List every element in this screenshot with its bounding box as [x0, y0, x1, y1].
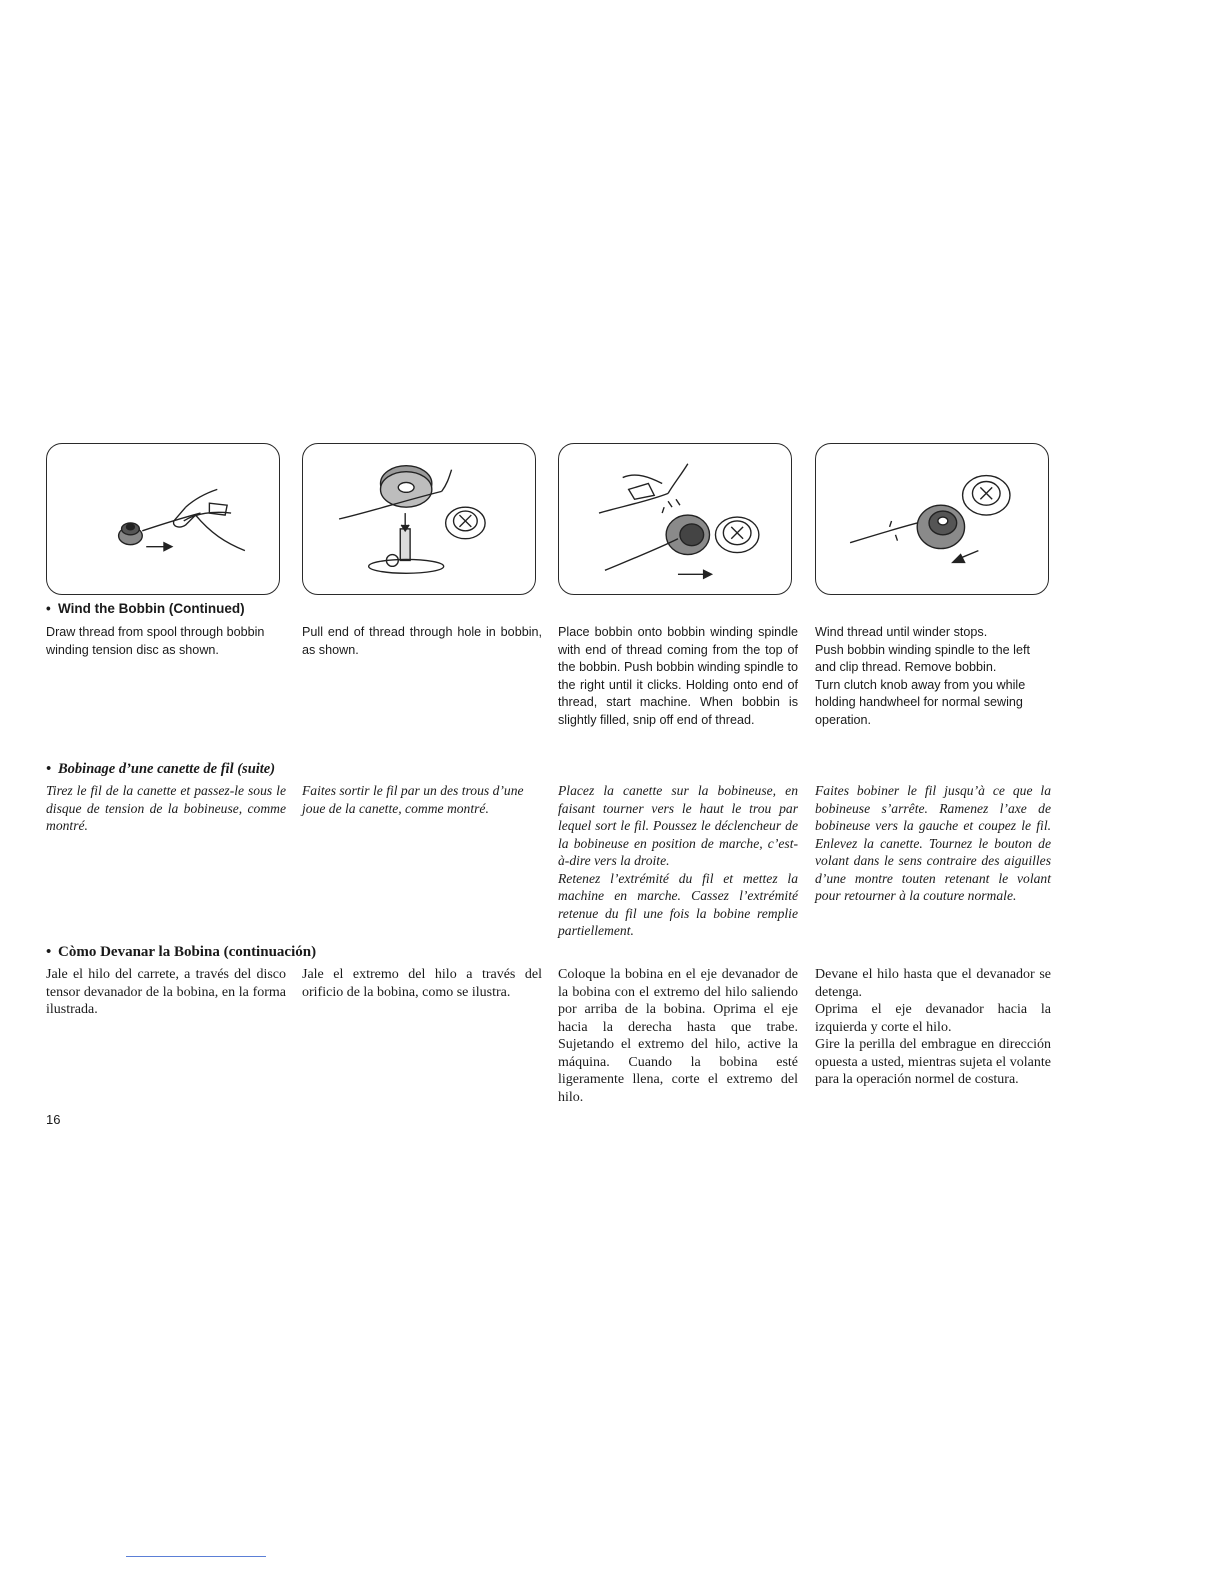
page-number: 16	[46, 1112, 61, 1127]
spanish-step-2: Jale el extremo del hilo a través del orificio de la bobina, como se ilustra.	[302, 967, 542, 1000]
english-step-1: Draw thread from spool through bobbin winding tension disc as shown.	[46, 625, 265, 657]
heading-text: Còmo Devanar la Bobina (continuación)	[58, 944, 317, 960]
bullet-marker: •	[46, 601, 51, 616]
spanish-step-4-line-2: Oprima el eje devanador hacia la izquierda y corte el hilo.	[815, 1002, 1051, 1035]
french-step-2: Faites sortir le fil par un des trous d’une joue de la canette, comme montré.	[302, 783, 524, 816]
heading-text: Wind the Bobbin (Continued)	[58, 601, 245, 616]
bullet-marker: •	[46, 944, 52, 960]
spanish-step-4-line-3: Gire la perilla del embrague en dirección opuesta a usted, mientras sujeta el volante para la operación normel de costura.	[815, 1037, 1051, 1087]
english-step-4-line-1: Wind thread until winder stops.	[815, 625, 988, 639]
section-heading-spanish	[46, 944, 316, 961]
spanish-step-3: Coloque la bobina en el eje devanador de la bobina con el extremo del hilo saliendo por arriba de la bobina. Oprima el eje hacia la derecha hasta que trabe. Sujetando el extremo del hilo, active la máquina. Cuando la bobina esté ligeramente llena, corte el extremo del hilo.	[558, 967, 798, 1105]
illustration-panel-2	[302, 443, 536, 595]
english-step-3: Place bobbin onto bobbin winding spindle with end of thread coming from the top of the bobbin. Push bobbin winding spindle to the right until it clicks. Holding onto end of thread, start machine. When bobbin is slightly filled, snip off end of thread.	[558, 625, 798, 727]
bullet-marker: •	[46, 761, 52, 777]
french-step-3-line-1: Placez la canette sur la bobineuse, en faisant tourner vers le haut le trou par lequel sort le fil. Poussez le déclencheur de la bobineuse en position de marche, c’est-à-dire vers la droite.	[558, 783, 798, 868]
section-heading-english	[46, 601, 245, 616]
spanish-step-4-line-1: Devane el hilo hasta que el devanador se detenga.	[815, 967, 1051, 1000]
english-step-2: Pull end of thread through hole in bobbin, as shown.	[302, 625, 542, 657]
heading-text: Bobinage d’une canette de fil (suite)	[58, 761, 276, 777]
french-step-4: Faites bobiner le fil jusqu’à ce que la bobineuse s’arrête. Ramenez l’axe de bobineuse vers la gauche et coupez le fil. Enlevez la canette. Tournez le bouton de volant dans le sens contraire des aiguilles d’une montre touten retenant le volant pour retourner à la couture normale.	[815, 783, 1051, 903]
thread-through-bobbin-hole-illustration	[303, 444, 535, 594]
illustration-panel-3	[558, 443, 792, 595]
english-step-4-line-2: Push bobbin winding spindle to the left and clip thread. Remove bobbin.	[815, 642, 1030, 674]
bobbin-on-winding-spindle-illustration	[559, 444, 791, 594]
illustration-panel-4	[815, 443, 1049, 595]
french-step-3-line-2: Retenez l’extrémité du fil et mettez la machine en marche. Cassez l’extrémité retenue du fil une fois la bobine remplie partiellement.	[558, 870, 798, 938]
spanish-step-4	[815, 966, 1051, 1089]
illustration-panel-1	[46, 443, 280, 595]
english-step-4-line-3: Turn clutch knob away from you while holding handwheel for normal sewing operation.	[815, 677, 1026, 727]
french-step-3	[558, 782, 798, 940]
bottom-divider-line	[126, 1556, 266, 1557]
section-heading-french	[46, 761, 275, 778]
bobbin-spindle-push-left-illustration	[816, 444, 1048, 594]
english-step-4	[815, 624, 1051, 729]
french-step-1: Tirez le fil de la canette et passez-le sous le disque de tension de la bobineuse, comme montré.	[46, 783, 286, 833]
spanish-step-1: Jale el hilo del carrete, a través del disco tensor devanador de la bobina, en la forma ilustrada.	[46, 967, 286, 1017]
bobbin-winding-tension-disc-illustration	[47, 444, 279, 594]
